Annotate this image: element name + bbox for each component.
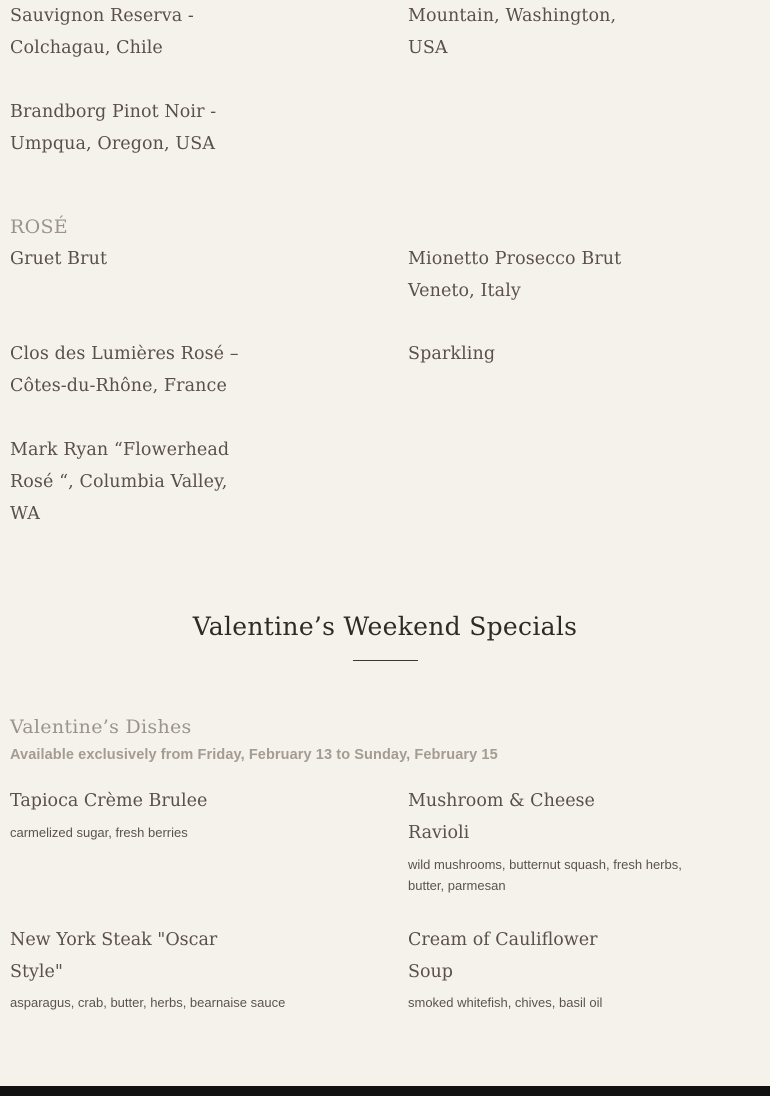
footer-bar bbox=[0, 1086, 770, 1096]
dish-description: smoked whitefish, chives, basil oil bbox=[408, 995, 603, 1010]
rose-heading: ROSÉ bbox=[10, 216, 68, 238]
wine-item-gruet-brut: Gruet Brut bbox=[10, 249, 108, 269]
dish-name: Cream of Cauliflower Soup bbox=[408, 930, 598, 982]
wine-item-mionetto-prosecco: Mionetto Prosecco Brut Veneto, Italy bbox=[408, 249, 622, 301]
dish-description: asparagus, crab, butter, herbs, bearnaise sauce bbox=[10, 995, 286, 1010]
wine-item-brandborg-pinot-noir: Brandborg Pinot Noir - Umpqua, Oregon, USA bbox=[10, 102, 217, 154]
category-heading: Valentine’s Dishes bbox=[10, 716, 192, 738]
wine-item-clos-des-lumieres: Clos des Lumières Rosé – Côtes-du-Rhône, France bbox=[10, 344, 239, 396]
section-title: Valentine’s Weekend Specials bbox=[192, 612, 578, 641]
dish-name: Tapioca Crème Brulee bbox=[10, 791, 208, 811]
dish-name: New York Steak "Oscar Style" bbox=[10, 930, 218, 982]
dish-name: Mushroom & Cheese Ravioli bbox=[408, 791, 595, 843]
wine-item-mark-ryan-flowerhead: Mark Ryan “Flowerhead Rosé “, Columbia Valley, WA bbox=[10, 440, 230, 524]
availability-note: Available exclusively from Friday, February 13 to Sunday, February 15 bbox=[10, 747, 498, 763]
wine-item-sauvignon-reserva: Sauvignon Reserva - Colchagau, Chile bbox=[10, 6, 194, 58]
wine-item-mountain-washington: Mountain, Washington, USA bbox=[408, 6, 617, 58]
wine-item-sparkling: Sparkling bbox=[408, 344, 496, 364]
section-divider bbox=[353, 660, 418, 661]
dish-description: carmelized sugar, fresh berries bbox=[10, 825, 188, 840]
dish-description: wild mushrooms, butternut squash, fresh herbs, butter, parmesan bbox=[408, 857, 682, 893]
